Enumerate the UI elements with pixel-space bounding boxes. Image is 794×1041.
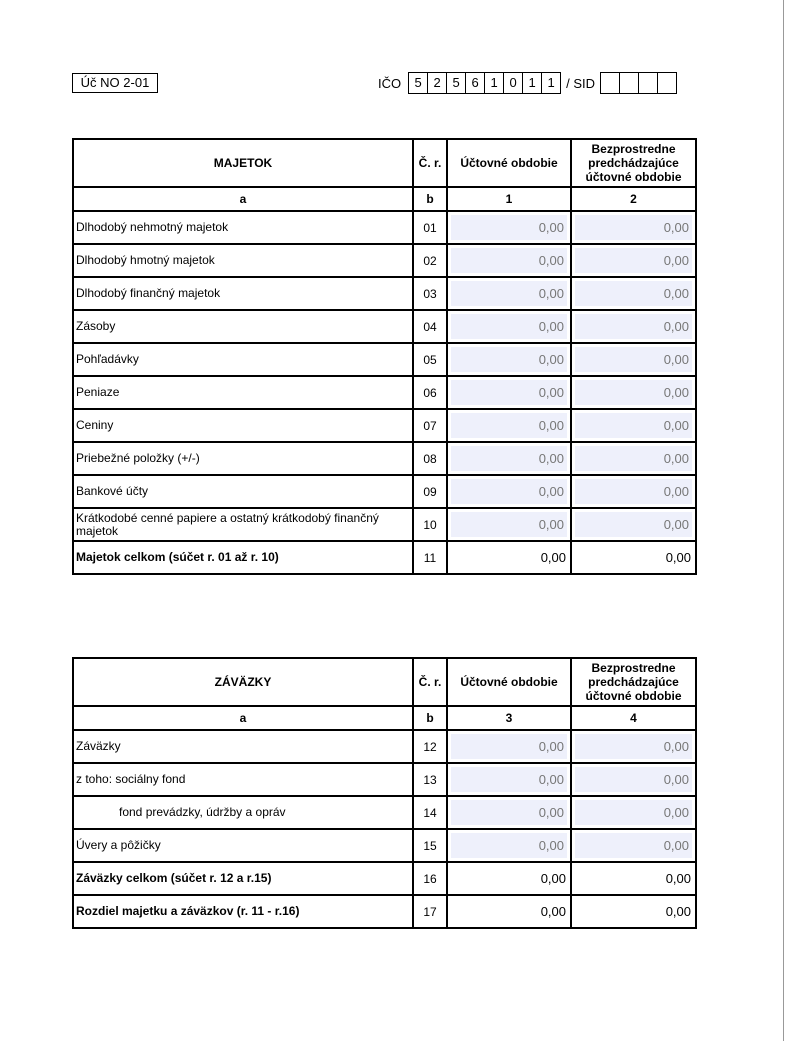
row-label — [73, 796, 413, 829]
total-value: 0,00 — [665, 871, 691, 886]
value-input[interactable]: 0,00 — [451, 446, 567, 471]
value-input[interactable]: 0,00 — [451, 512, 567, 537]
value-input[interactable]: 0,00 — [575, 347, 692, 372]
value-input[interactable]: 0,00 — [451, 347, 567, 372]
row-number: 07 — [413, 409, 447, 442]
form-code: Úč NO 2-01 — [72, 73, 158, 93]
row-label — [73, 376, 413, 409]
sid-digit-box[interactable] — [600, 72, 620, 94]
row-label-text: fond prevádzky, údržby a opráv — [119, 805, 286, 819]
table-row — [73, 895, 696, 928]
value-input[interactable]: 0,00 — [451, 767, 567, 792]
column-letters-row — [73, 706, 696, 730]
row-number: 09 — [413, 475, 447, 508]
ico-label: IČO — [378, 75, 402, 91]
ico-digit-box[interactable]: 1 — [484, 72, 504, 94]
ico-digit-box[interactable]: 0 — [503, 72, 523, 94]
row-label — [73, 508, 413, 541]
row-number: 11 — [413, 541, 447, 574]
table-row — [73, 763, 696, 796]
value-input[interactable]: 0,00 — [575, 767, 692, 792]
table-row — [73, 829, 696, 862]
table-row — [73, 541, 696, 574]
table-row — [73, 409, 696, 442]
section-title: MAJETOK — [73, 139, 413, 187]
total-value: 0,00 — [540, 871, 566, 886]
row-label — [73, 541, 413, 574]
column-letter: b — [413, 706, 447, 730]
value-input[interactable]: 0,00 — [451, 314, 567, 339]
row-number: 02 — [413, 244, 447, 277]
ico-digit-box[interactable]: 1 — [541, 72, 561, 94]
sid-boxes — [601, 72, 677, 94]
table-row — [73, 376, 696, 409]
value-input[interactable]: 0,00 — [575, 446, 692, 471]
value-input[interactable]: 0,00 — [451, 281, 567, 306]
row-label — [73, 895, 413, 928]
row-label-text: Krátkodobé cenné papiere a ostatný krátkodobý finančný majetok — [76, 510, 379, 538]
row-label — [73, 442, 413, 475]
ico-digit-box[interactable]: 5 — [408, 72, 428, 94]
row-label-text: Priebežné položky (+/-) — [76, 451, 200, 465]
row-label-text: Zásoby — [76, 319, 116, 333]
value-input[interactable]: 0,00 — [451, 380, 567, 405]
previous-period-header: Bezprostredne predchádzajúce účtovné obdobie — [571, 139, 696, 187]
row-number: 01 — [413, 211, 447, 244]
column-letter: 4 — [571, 706, 696, 730]
total-value: 0,00 — [540, 904, 566, 919]
row-number: 06 — [413, 376, 447, 409]
section-title: ZÁVÄZKY — [73, 658, 413, 706]
column-letter: a — [73, 706, 413, 730]
column-letters-row — [73, 187, 696, 211]
value-input[interactable]: 0,00 — [575, 734, 692, 759]
row-label-text: Záväzky celkom (súčet r. 12 a r.15) — [76, 871, 272, 885]
table-row — [73, 244, 696, 277]
row-number: 10 — [413, 508, 447, 541]
row-number: 03 — [413, 277, 447, 310]
row-label-text: Majetok celkom (súčet r. 01 až r. 10) — [76, 550, 279, 564]
row-no-header: Č. r. — [413, 658, 447, 706]
row-label — [73, 244, 413, 277]
value-input[interactable]: 0,00 — [575, 512, 692, 537]
row-label — [73, 343, 413, 376]
row-label-text: Rozdiel majetku a záväzkov (r. 11 - r.16) — [76, 904, 300, 918]
row-number: 08 — [413, 442, 447, 475]
row-label — [73, 730, 413, 763]
current-period-header: Účtovné obdobie — [447, 139, 571, 187]
total-value: 0,00 — [665, 550, 691, 565]
row-label-text: Úvery a pôžičky — [76, 838, 161, 852]
header-row — [73, 139, 696, 187]
ico-digit-box[interactable]: 1 — [522, 72, 542, 94]
row-label — [73, 310, 413, 343]
sid-digit-box[interactable] — [619, 72, 639, 94]
row-label — [73, 763, 413, 796]
row-label — [73, 475, 413, 508]
row-number: 15 — [413, 829, 447, 862]
row-number: 05 — [413, 343, 447, 376]
assets-table — [72, 138, 697, 575]
column-letter: a — [73, 187, 413, 211]
sid-digit-box[interactable] — [638, 72, 658, 94]
row-number: 13 — [413, 763, 447, 796]
value-input[interactable]: 0,00 — [451, 248, 567, 273]
value-input[interactable]: 0,00 — [451, 800, 567, 825]
row-label-text: Dlhodobý nehmotný majetok — [76, 220, 229, 234]
column-letter: 3 — [447, 706, 571, 730]
row-number: 17 — [413, 895, 447, 928]
ico-digit-box[interactable]: 6 — [465, 72, 485, 94]
table-row — [73, 310, 696, 343]
value-input[interactable]: 0,00 — [575, 248, 692, 273]
table-row — [73, 475, 696, 508]
table-row — [73, 442, 696, 475]
row-label — [73, 829, 413, 862]
value-input[interactable]: 0,00 — [451, 479, 567, 504]
row-label-text: Dlhodobý finančný majetok — [76, 286, 221, 300]
column-letter: 1 — [447, 187, 571, 211]
table-row — [73, 211, 696, 244]
row-label-text: Záväzky — [76, 739, 121, 753]
row-label-text: Peniaze — [76, 385, 120, 399]
current-period-header: Účtovné obdobie — [447, 658, 571, 706]
row-label-text: z toho: sociálny fond — [76, 772, 186, 786]
ico-digit-box[interactable]: 2 — [427, 72, 447, 94]
table-row — [73, 862, 696, 895]
ico-section — [378, 72, 677, 94]
row-label — [73, 409, 413, 442]
value-input[interactable]: 0,00 — [451, 215, 567, 240]
sid-label: / SID — [566, 75, 596, 91]
table-row — [73, 277, 696, 310]
row-label — [73, 862, 413, 895]
value-input[interactable]: 0,00 — [451, 833, 567, 858]
row-label-text: Pohľadávky — [76, 352, 139, 366]
column-letter: b — [413, 187, 447, 211]
table-row — [73, 508, 696, 541]
value-input[interactable]: 0,00 — [575, 800, 692, 825]
total-value: 0,00 — [665, 904, 691, 919]
row-number: 04 — [413, 310, 447, 343]
sid-digit-box[interactable] — [657, 72, 677, 94]
ico-boxes — [409, 72, 561, 94]
value-input[interactable]: 0,00 — [575, 215, 692, 240]
value-input[interactable]: 0,00 — [575, 281, 692, 306]
value-input[interactable]: 0,00 — [575, 413, 692, 438]
row-label-text: Dlhodobý hmotný majetok — [76, 253, 215, 267]
value-input[interactable]: 0,00 — [451, 734, 567, 759]
value-input[interactable]: 0,00 — [575, 314, 692, 339]
previous-period-header: Bezprostredne predchádzajúce účtovné obdobie — [571, 658, 696, 706]
value-input[interactable]: 0,00 — [575, 380, 692, 405]
value-input[interactable]: 0,00 — [451, 413, 567, 438]
row-label-text: Ceniny — [76, 418, 114, 432]
ico-digit-box[interactable]: 5 — [446, 72, 466, 94]
row-number: 14 — [413, 796, 447, 829]
row-label-text: Bankové účty — [76, 484, 149, 498]
total-value: 0,00 — [540, 550, 566, 565]
row-number: 16 — [413, 862, 447, 895]
column-letter: 2 — [571, 187, 696, 211]
table-row — [73, 730, 696, 763]
value-input[interactable]: 0,00 — [575, 479, 692, 504]
table-row — [73, 796, 696, 829]
value-input[interactable]: 0,00 — [575, 833, 692, 858]
page-edge — [783, 0, 784, 1041]
liabilities-table — [72, 657, 697, 929]
row-label — [73, 277, 413, 310]
table-row — [73, 343, 696, 376]
header-row — [73, 658, 696, 706]
row-number: 12 — [413, 730, 447, 763]
row-no-header: Č. r. — [413, 139, 447, 187]
row-label — [73, 211, 413, 244]
